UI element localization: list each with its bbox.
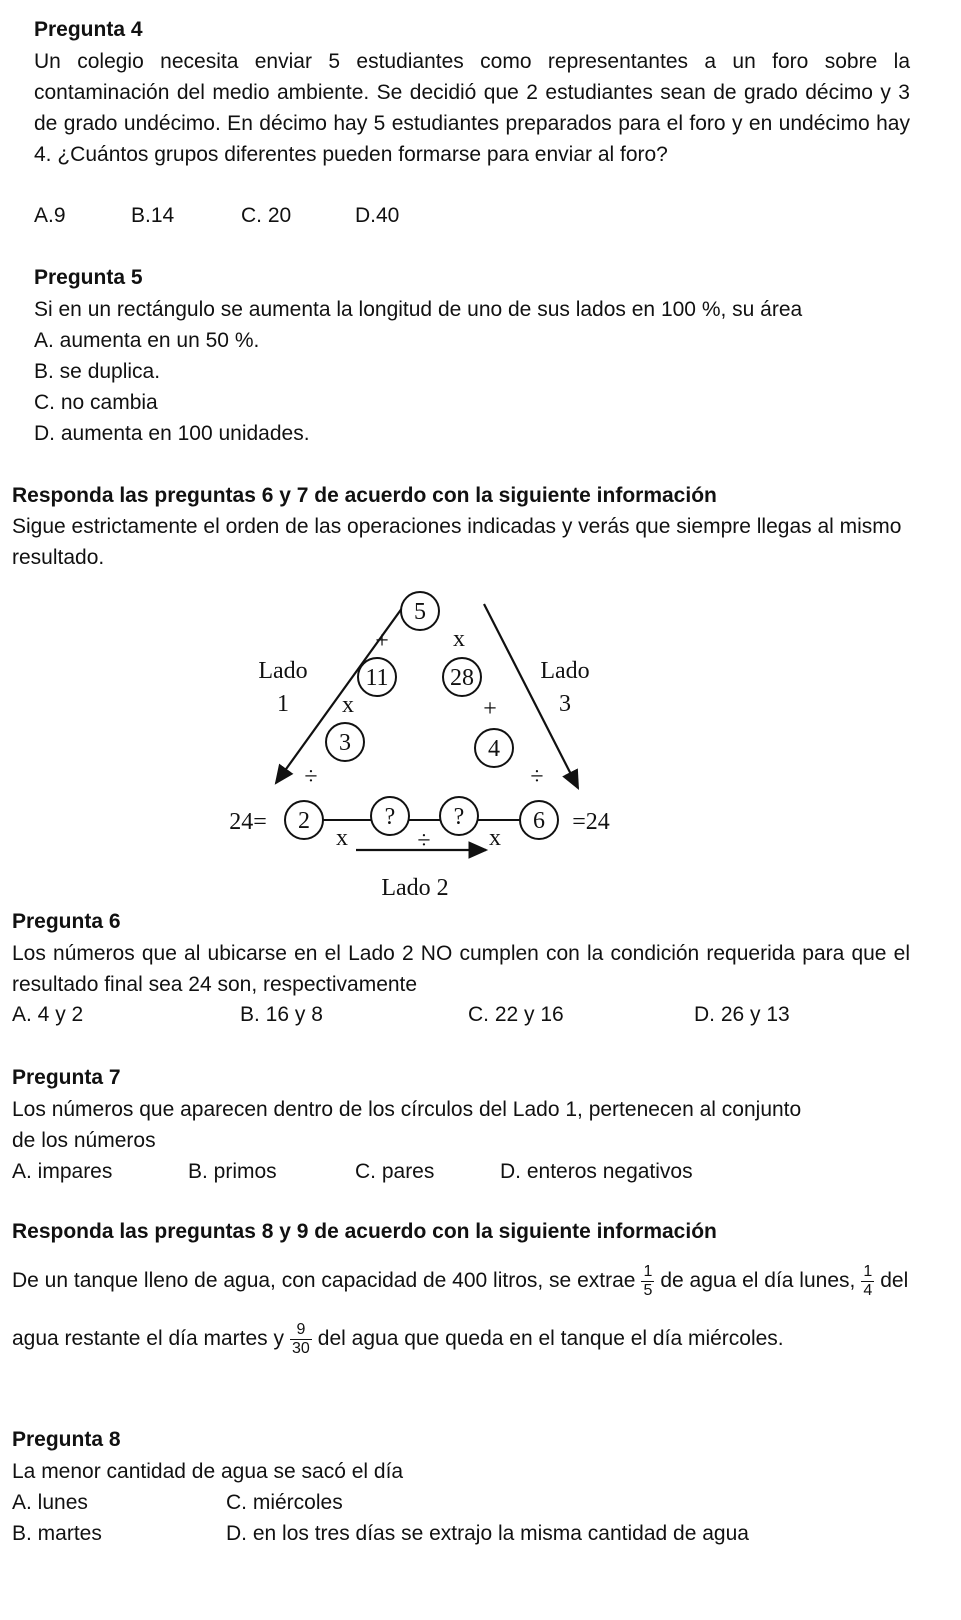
q6-text: Los números que al ubicarse en el Lado 2 NO cumplen con la condición requerida para que el resultado final sea 24 son, respectivamente: [12, 942, 910, 996]
q4-option-d: D.40: [355, 204, 400, 227]
op-div-left: ÷: [304, 764, 318, 790]
info89-text-1: De un tanque lleno de agua, con capacidad de 400 litros, se extrae: [12, 1269, 636, 1292]
num-left-lower: 3: [339, 730, 351, 756]
q5-option-b: B. se duplica.: [34, 360, 161, 383]
info89-text: [12, 1252, 912, 1368]
q5-text: Si en un rectángulo se aumenta la longitud de uno de sus lados en 100 %, su área: [34, 298, 803, 321]
right-result: =24: [572, 809, 610, 835]
fraction-nine-thirtieths: $\frac{9}{30}$: [292, 1320, 310, 1357]
q6-title: Pregunta 6: [12, 910, 121, 933]
num-top: 5: [414, 599, 426, 625]
q7-option-d: D. enteros negativos: [500, 1160, 693, 1183]
q8-option-b: B. martes: [12, 1522, 102, 1545]
left-result: 24=: [229, 809, 267, 835]
q8-option-a: A. lunes: [12, 1491, 88, 1514]
q4-option-a: A.9: [34, 204, 66, 227]
num-bottom-q1: ?: [384, 804, 396, 830]
q4-option-c: C. 20: [241, 204, 292, 227]
q6-option-c: C. 22 y 16: [468, 1003, 564, 1026]
op-plus-right: +: [483, 696, 497, 722]
q8-text: La menor cantidad de agua se sacó el día: [12, 1460, 404, 1483]
q5-option-a: A. aumenta en un 50 %.: [34, 329, 260, 352]
info67-title: Responda las preguntas 6 y 7 de acuerdo con la siguiente información: [12, 484, 717, 507]
op-x-top: x: [453, 626, 465, 652]
num-left-upper: 11: [365, 665, 389, 691]
num-right-upper: 28: [450, 665, 474, 691]
lado2-label: Lado 2: [381, 875, 449, 901]
lado3-label: Lado: [540, 658, 590, 684]
lado3-number: 3: [559, 691, 571, 717]
info89-text-3: del agua restante el día martes y: [12, 1269, 909, 1350]
num-right-lower: 4: [488, 736, 500, 762]
q8-option-c: C. miércoles: [226, 1491, 343, 1514]
q5-option-c: C. no cambia: [34, 391, 158, 414]
q4-option-b: B.14: [131, 204, 175, 227]
fraction-one-fifth: $\frac{1}{5}$: [643, 1262, 653, 1299]
op-x-bottom-1: x: [336, 825, 348, 851]
lado1-number: 1: [277, 691, 289, 717]
op-plus-top: +: [375, 628, 389, 654]
num-bottom-left: 2: [298, 808, 310, 834]
q8-title: Pregunta 8: [12, 1428, 121, 1451]
op-div-right: ÷: [530, 764, 544, 790]
info89-text-2: de agua el día lunes,: [660, 1269, 856, 1292]
q6-option-b: B. 16 y 8: [240, 1003, 323, 1026]
operations-triangle-diagram: [0, 580, 961, 910]
q8-option-d: D. en los tres días se extrajo la misma cantidad de agua: [226, 1522, 749, 1545]
q5-option-d: D. aumenta en 100 unidades.: [34, 422, 310, 445]
q6-option-d: D. 26 y 13: [694, 1003, 790, 1026]
fraction-one-fourth: $\frac{1}{4}$: [863, 1262, 873, 1299]
num-bottom-right: 6: [533, 808, 545, 834]
q5-title: Pregunta 5: [34, 266, 143, 289]
info89-title: Responda las preguntas 8 y 9 de acuerdo con la siguiente información: [12, 1220, 717, 1243]
info89-text-4: del agua que queda en el tanque el día miércoles.: [317, 1327, 784, 1350]
info67-text: Sigue estrictamente el orden de las operaciones indicadas y verás que siempre llegas al mismo resultado.: [12, 515, 902, 569]
q6-option-a: A. 4 y 2: [12, 1003, 84, 1026]
num-bottom-q2: ?: [453, 804, 465, 830]
op-div-bottom: ÷: [417, 828, 431, 854]
op-x-left: x: [342, 692, 354, 718]
lado1-label: Lado: [258, 658, 308, 684]
op-x-bottom-2: x: [489, 825, 501, 851]
q7-option-c: C. pares: [355, 1160, 435, 1183]
q4-title: Pregunta 4: [34, 18, 143, 41]
q7-text: Los números que aparecen dentro de los círculos del Lado 1, pertenecen al conjunto de los números: [12, 1098, 802, 1152]
q4-text: Un colegio necesita enviar 5 estudiantes como representantes a un foro sobre la contaminación del medio ambiente. Se decidió que 2 estudiantes sean de grado décimo y 3 de grado undécimo. En décimo hay 5 estudiantes preparados para el foro y en undécimo hay 4. ¿Cuántos grupos diferentes pueden formarse para enviar al foro?: [34, 50, 910, 166]
q7-option-a: A. impares: [12, 1160, 113, 1183]
q7-option-b: B. primos: [188, 1160, 277, 1183]
q7-title: Pregunta 7: [12, 1066, 121, 1089]
